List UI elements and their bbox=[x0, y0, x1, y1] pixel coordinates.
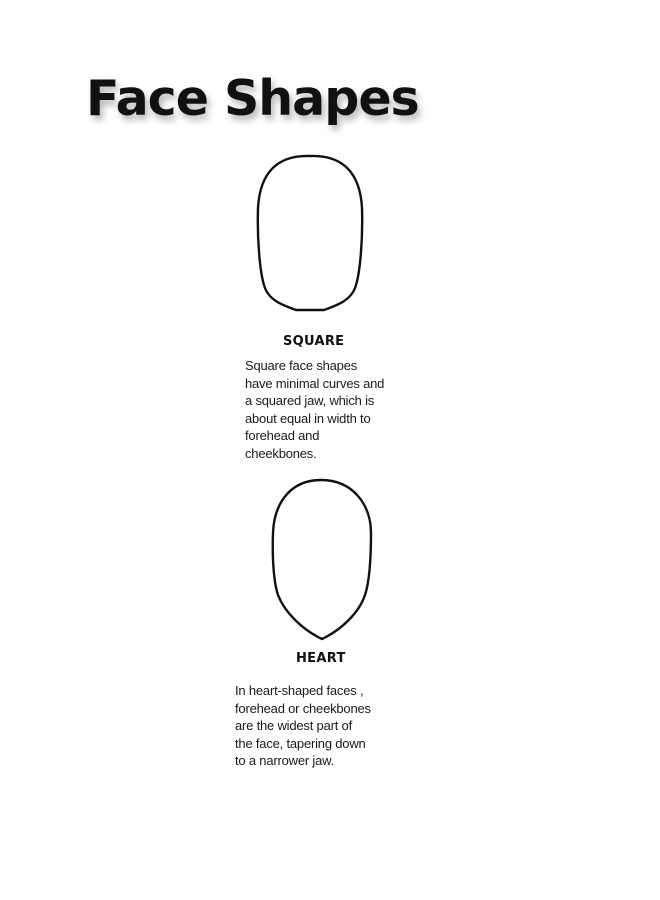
page-title: Face Shapes bbox=[86, 70, 419, 127]
heart-description-line: forehead or cheekbones bbox=[235, 700, 371, 716]
heart-face-outline-icon bbox=[265, 475, 380, 645]
heart-description-line: to a narrower jaw. bbox=[235, 753, 335, 768]
square-description-line: a squared jaw, which is bbox=[245, 393, 375, 408]
heart-description bbox=[235, 682, 371, 770]
square-description-line: forehead and bbox=[245, 428, 320, 443]
heart-description-line: the face, tapering down bbox=[235, 735, 366, 751]
heart-description-line: In heart-shaped faces , bbox=[235, 683, 364, 698]
square-description-line: Square face shapes bbox=[245, 358, 358, 373]
square-description-line: about equal in width to bbox=[245, 410, 371, 426]
square-face-outline-icon bbox=[250, 150, 370, 320]
heart-label: HEART bbox=[296, 651, 346, 666]
square-label: SQUARE bbox=[283, 334, 345, 349]
square-description bbox=[245, 357, 384, 462]
square-description-line: cheekbones. bbox=[245, 445, 317, 461]
heart-description-line: are the widest part of bbox=[235, 718, 352, 733]
square-description-line: have minimal curves and bbox=[245, 375, 385, 391]
